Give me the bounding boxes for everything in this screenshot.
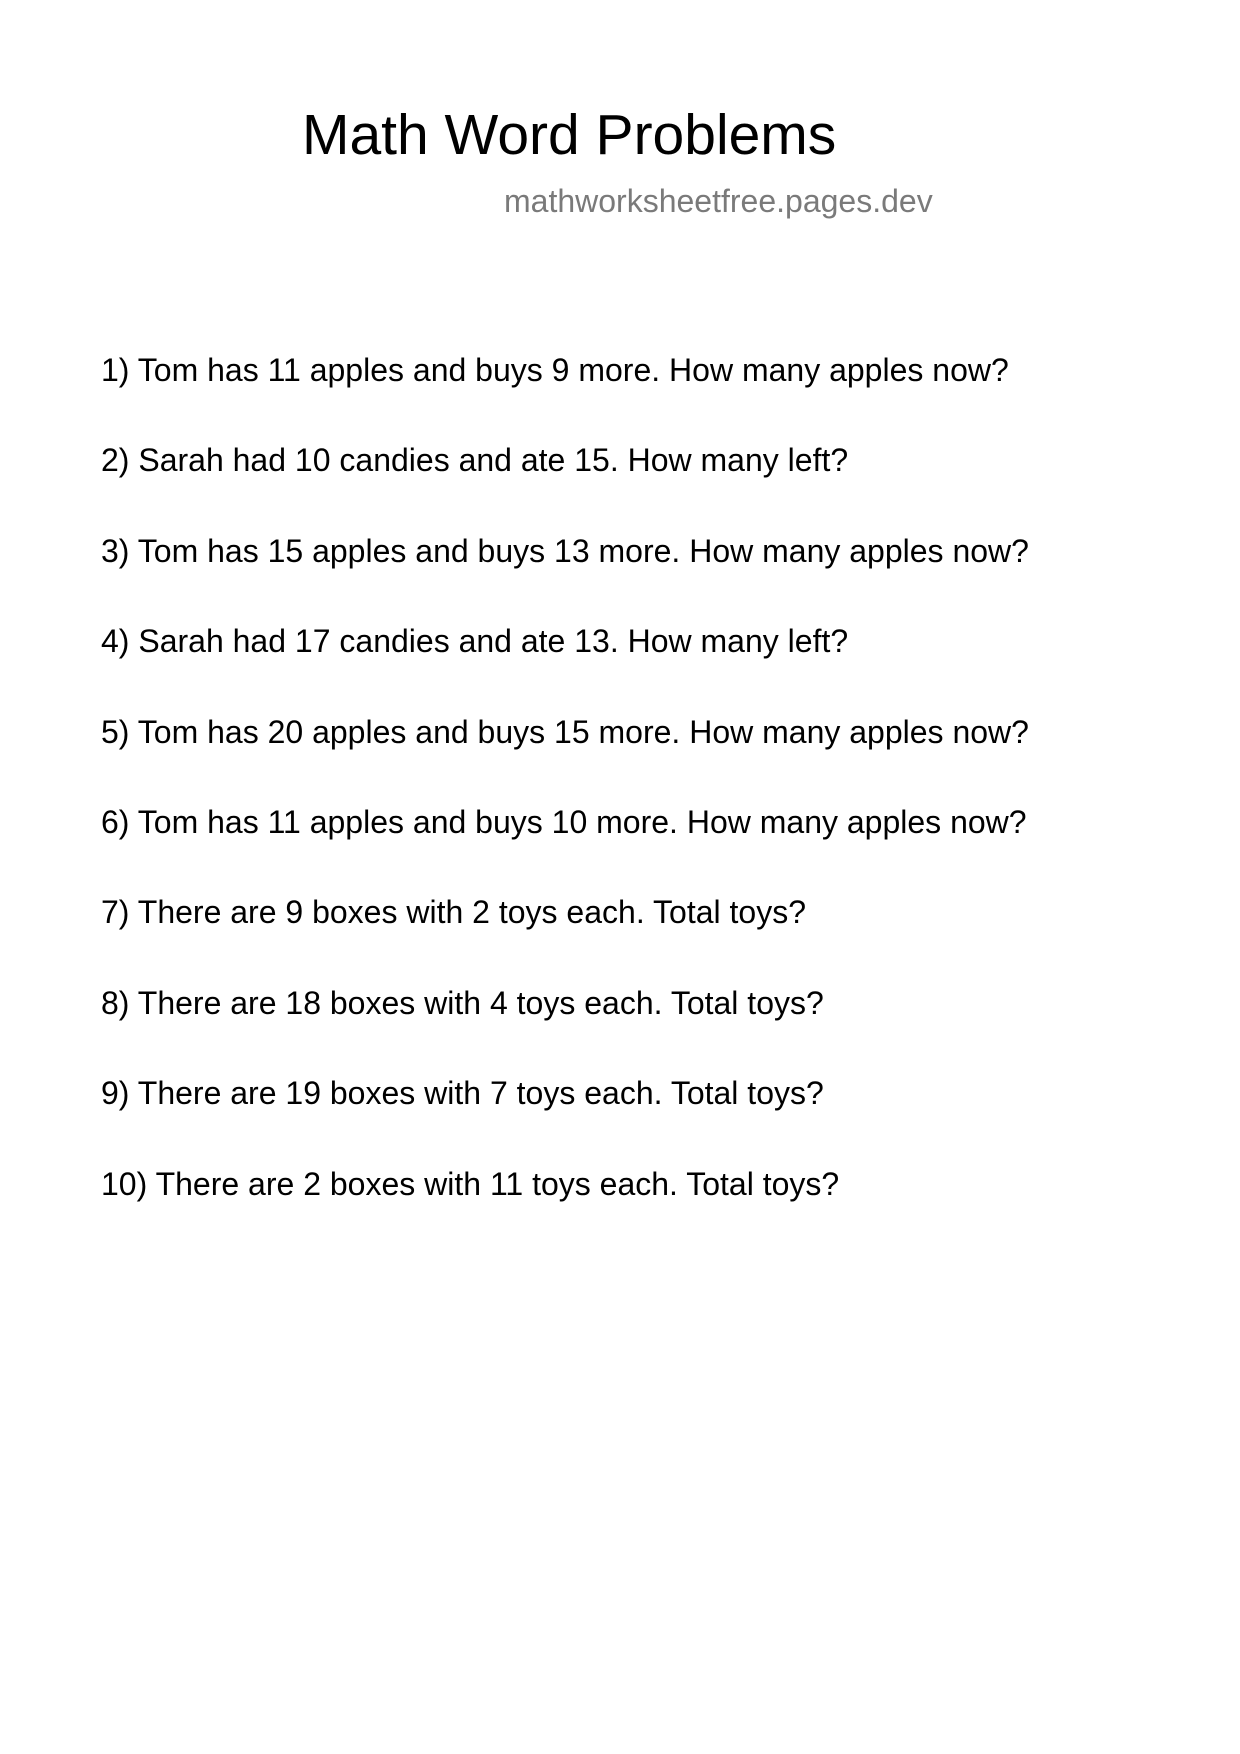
page-title: Math Word Problems <box>302 103 837 167</box>
site-url: mathworksheetfree.pages.dev <box>504 183 933 219</box>
problem-item: 3) Tom has 15 apples and buys 13 more. How many apples now? <box>101 532 1029 569</box>
problem-item: 1) Tom has 11 apples and buys 9 more. How many apples now? <box>101 352 1009 388</box>
problem-list <box>101 348 1029 1252</box>
problem-item: 9) There are 19 boxes with 7 toys each. Total toys? <box>101 1075 824 1112</box>
problem-item: 6) Tom has 11 apples and buys 10 more. How many apples now? <box>101 803 1027 840</box>
problem-item: 7) There are 9 boxes with 2 toys each. Total toys? <box>101 894 806 931</box>
problem-item: 10) There are 2 boxes with 11 toys each. Total toys? <box>101 1165 840 1202</box>
problem-item: 5) Tom has 20 apples and buys 15 more. How many apples now? <box>101 713 1029 750</box>
problem-item: 8) There are 18 boxes with 4 toys each. Total toys? <box>101 984 824 1021</box>
problem-item: 2) Sarah had 10 candies and ate 15. How many left? <box>101 442 849 479</box>
problem-item: 4) Sarah had 17 candies and ate 13. How many left? <box>101 623 849 660</box>
